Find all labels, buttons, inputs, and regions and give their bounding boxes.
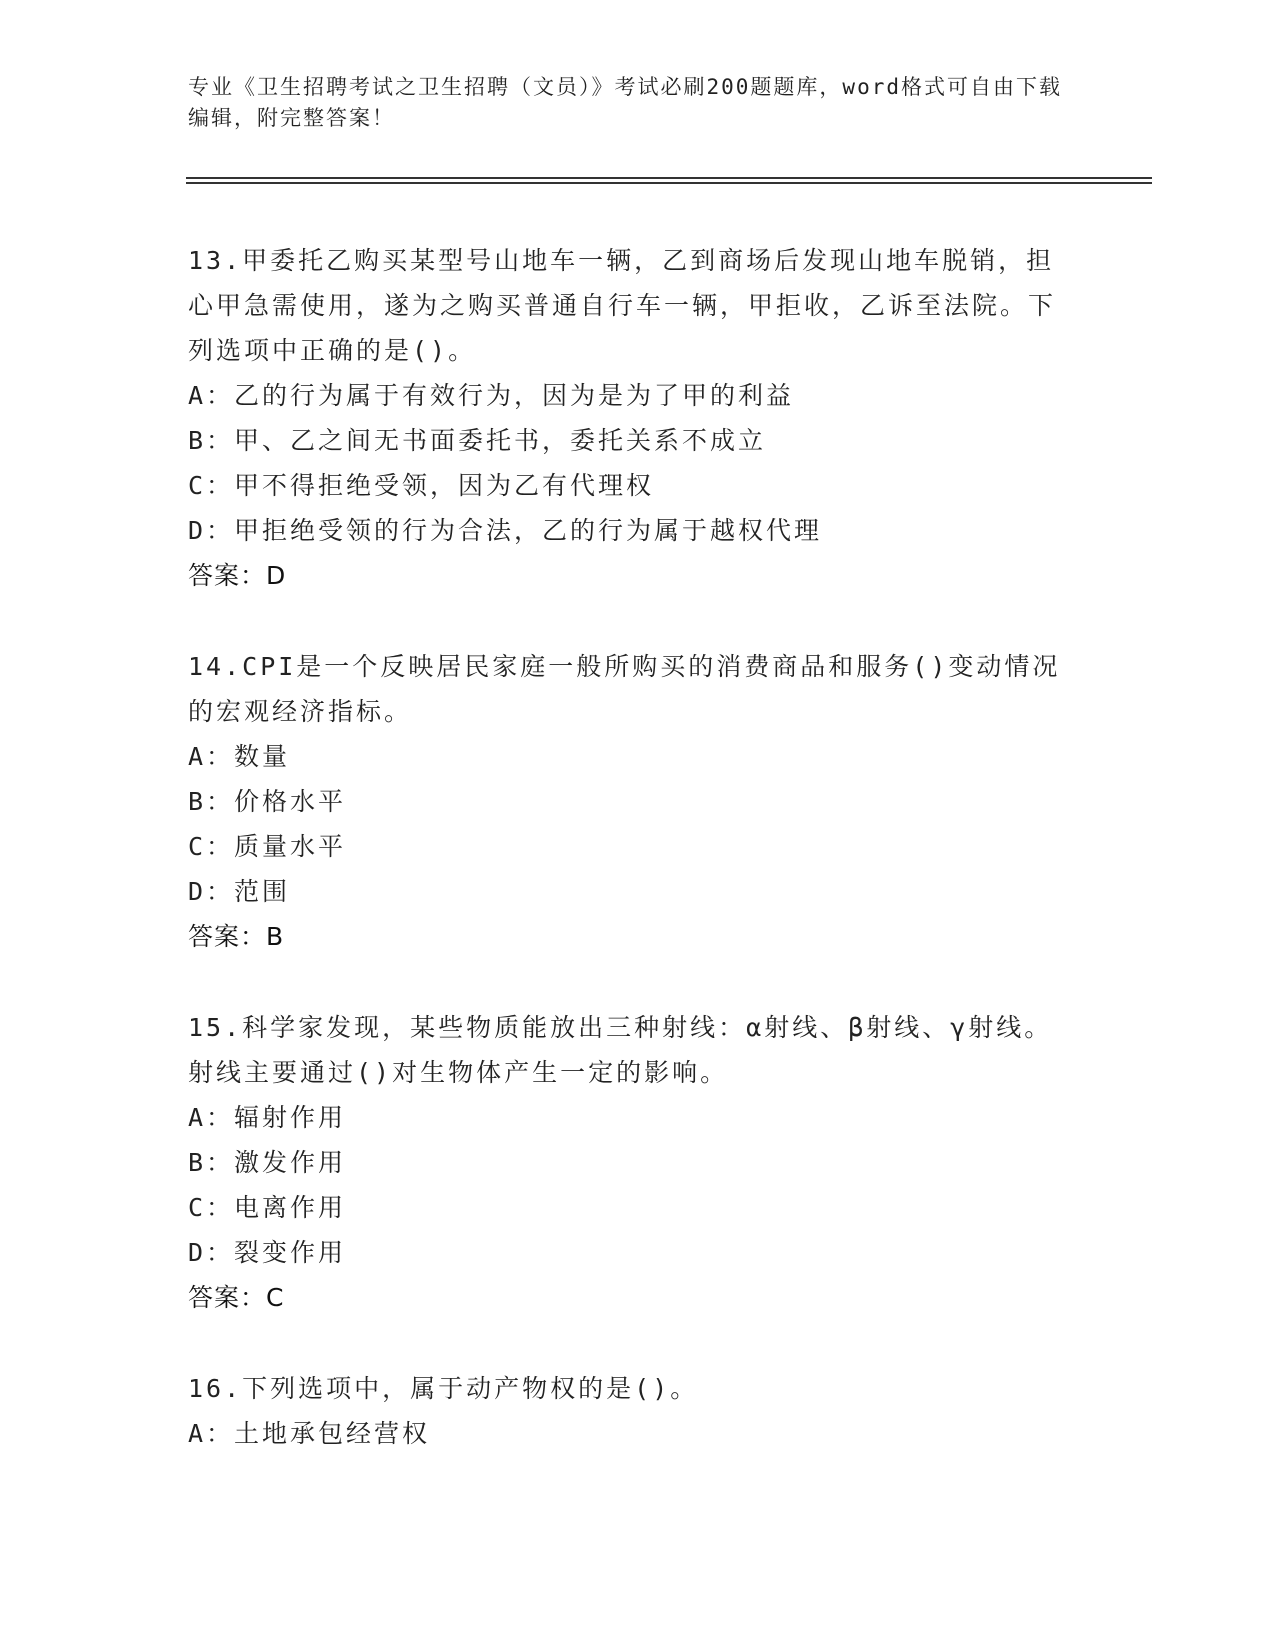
answer-line: 答案：B bbox=[188, 922, 285, 951]
question-stem: 13.甲委托乙购买某型号山地车一辆，乙到商场后发现山地车脱销，担心甲急需使用，遂为之购买普通自行车一辆，甲拒收，乙诉至法院。下列选项中正确的是()。 bbox=[188, 246, 1057, 365]
option-b: B：激发作用 bbox=[188, 1148, 347, 1177]
header-divider-bottom bbox=[186, 182, 1152, 184]
question-stem: 15.科学家发现，某些物质能放出三种射线：α射线、β射线、γ射线。射线主要通过()对生物体产生一定的影响。 bbox=[188, 1013, 1053, 1087]
question-stem: 14.CPI是一个反映居民家庭一般所购买的消费商品和服务()变动情况的宏观经济指标。 bbox=[188, 652, 1061, 726]
option-a: A：土地承包经营权 bbox=[188, 1419, 431, 1448]
question-list bbox=[188, 238, 1078, 1502]
option-b: B：甲、乙之间无书面委托书，委托关系不成立 bbox=[188, 426, 767, 455]
option-d: D：甲拒绝受领的行为合法，乙的行为属于越权代理 bbox=[188, 516, 823, 545]
question-15 bbox=[188, 1005, 1078, 1320]
header-divider-top bbox=[186, 177, 1152, 179]
option-c: C：电离作用 bbox=[188, 1193, 347, 1222]
document-header: 专业《卫生招聘考试之卫生招聘（文员）》考试必刷200题题库，word格式可自由下载编辑，附完整答案！ bbox=[188, 75, 1062, 130]
question-13 bbox=[188, 238, 1078, 598]
question-stem: 16.下列选项中，属于动产物权的是()。 bbox=[188, 1374, 699, 1403]
option-d: D：裂变作用 bbox=[188, 1238, 347, 1267]
option-c: C：质量水平 bbox=[188, 832, 347, 861]
question-16 bbox=[188, 1366, 1078, 1456]
question-14 bbox=[188, 644, 1078, 959]
option-c: C：甲不得拒绝受领，因为乙有代理权 bbox=[188, 471, 655, 500]
option-b: B：价格水平 bbox=[188, 787, 347, 816]
option-a: A：辐射作用 bbox=[188, 1103, 347, 1132]
answer-line: 答案：C bbox=[188, 1283, 285, 1312]
option-a: A：乙的行为属于有效行为，因为是为了甲的利益 bbox=[188, 381, 795, 410]
option-d: D：范围 bbox=[188, 877, 291, 906]
answer-line: 答案：D bbox=[188, 561, 287, 590]
option-a: A：数量 bbox=[188, 742, 291, 771]
